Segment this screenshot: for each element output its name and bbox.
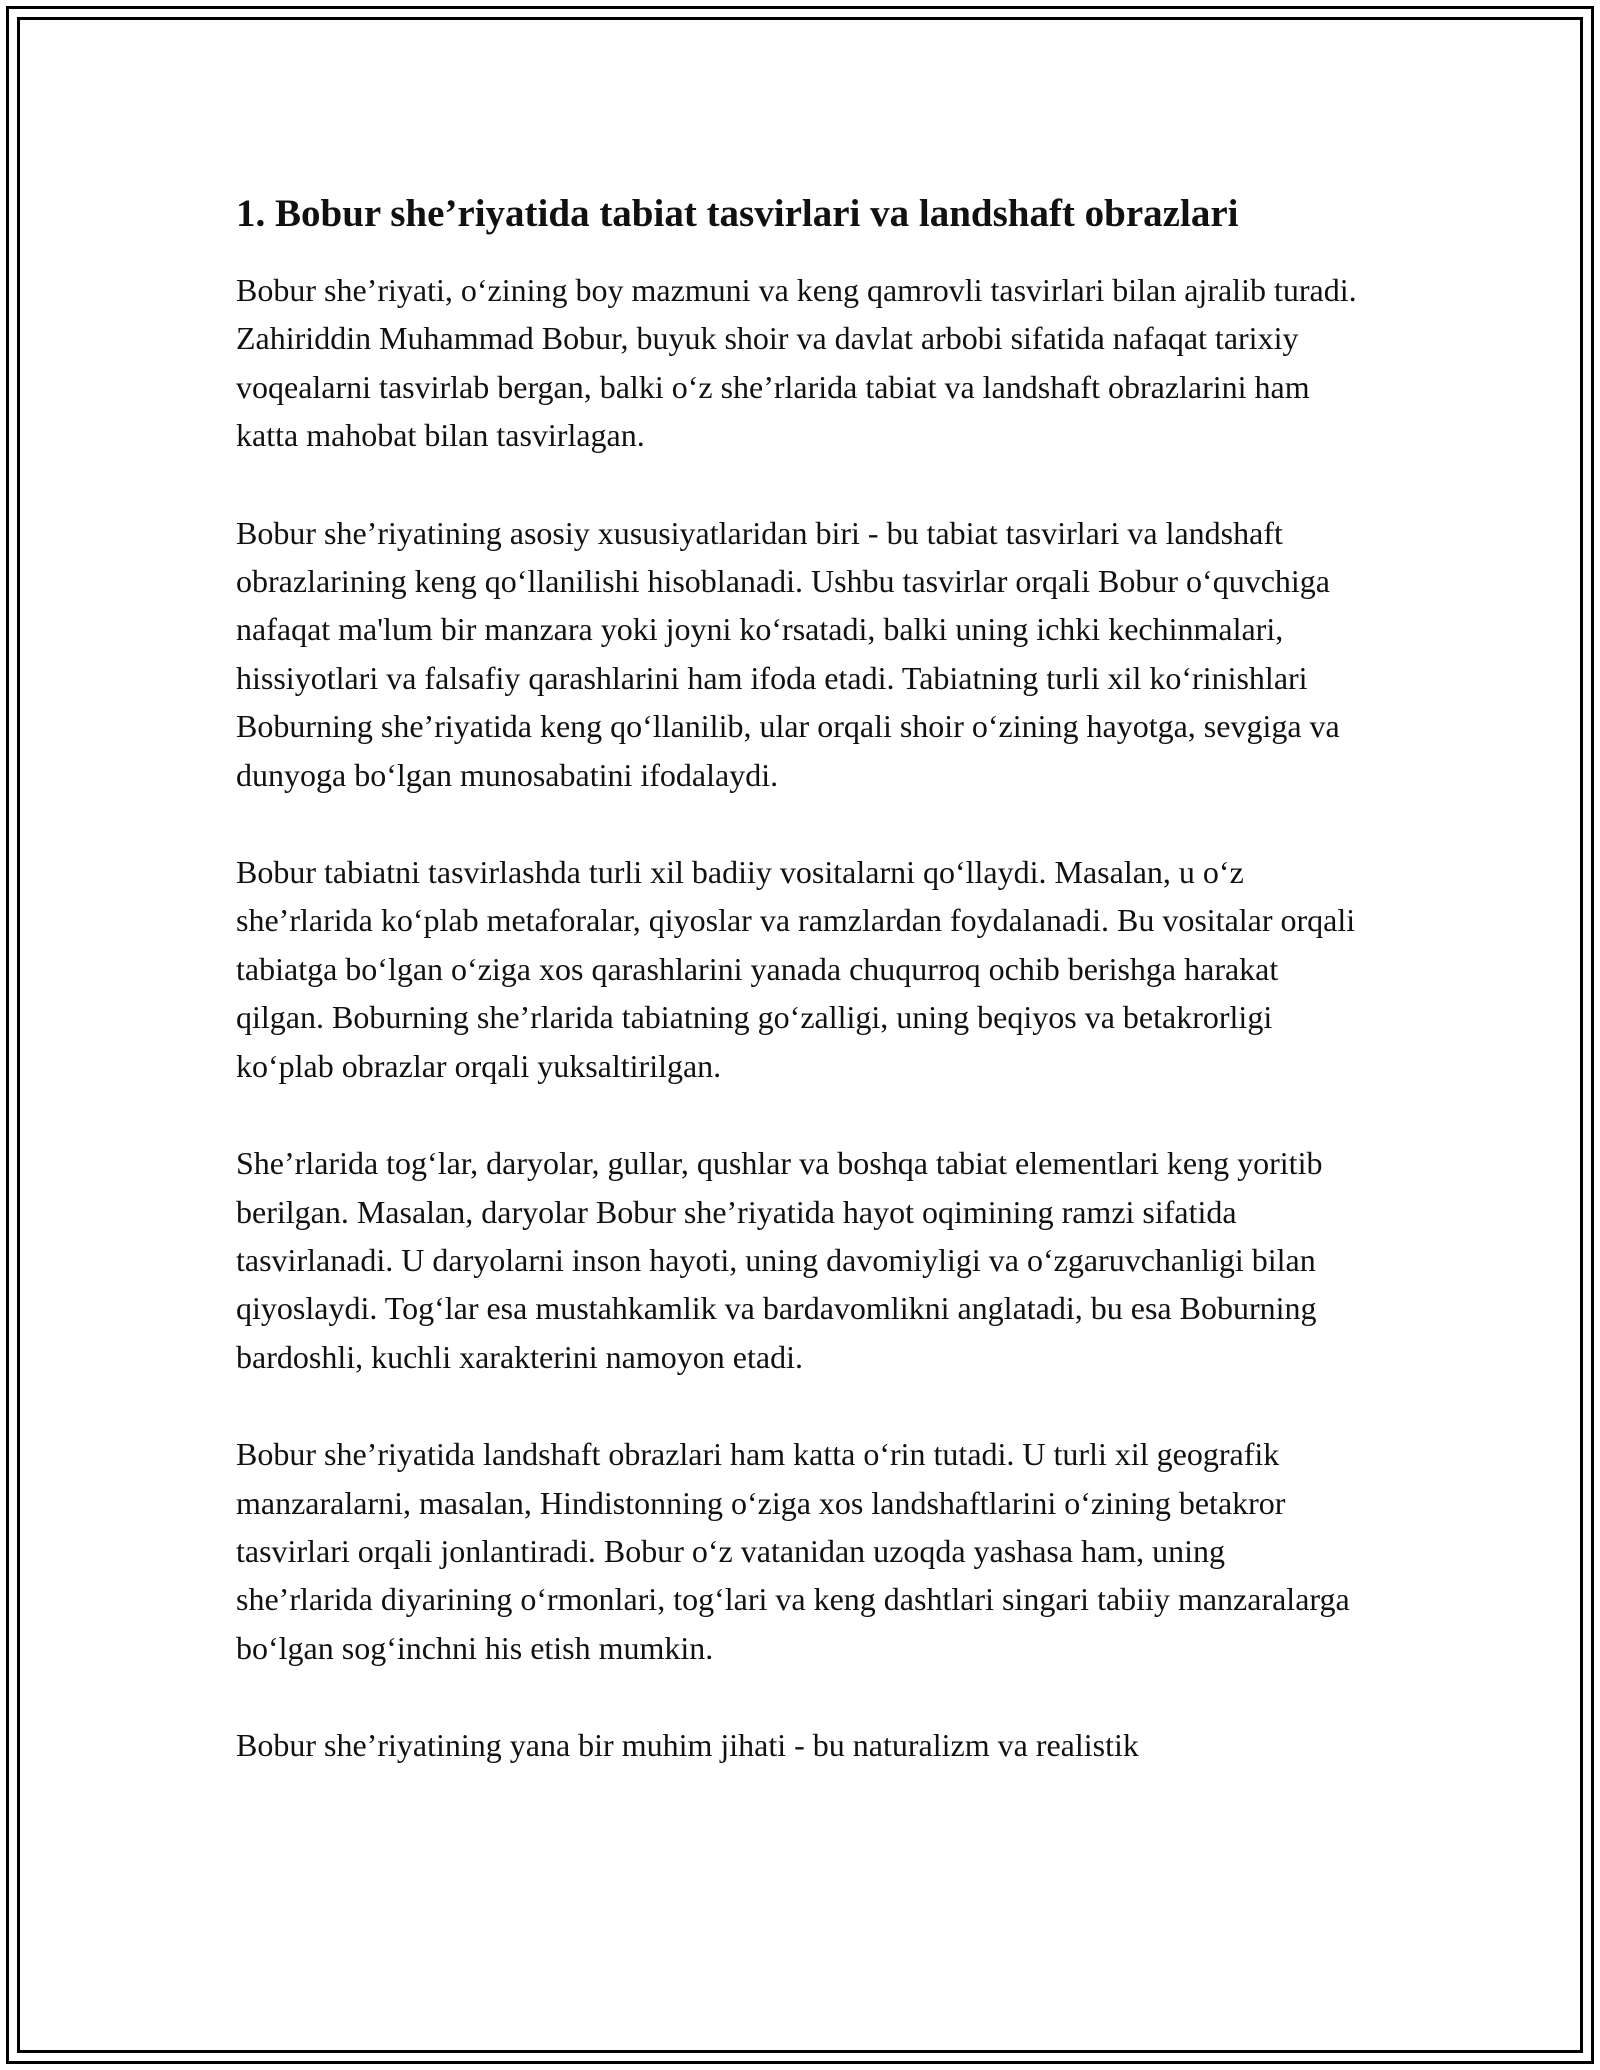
document-page: [236, 186, 1366, 1819]
paragraph-1: Bobur she’riyati, oʻzining boy mazmuni va keng qamrovli tasvirlari bilan ajralib turadi. Zahiriddin Muhammad Bobur, buyuk shoir va davlat arbobi sifatida nafaqat tarixiy voqealarni tasvirlab bergan, balki oʻz she’rlarida tabiat va landshaft obrazlarini ham katta mahobat bilan tasvirlagan.: [236, 272, 1357, 454]
paragraph-6: Bobur she’riyatining yana bir muhim jihati - bu naturalizm va realistik: [236, 1727, 1139, 1764]
section-heading: 1. Bobur she’riyatida tabiat tasvirlari va landshaft obrazlari: [236, 192, 1239, 235]
paragraph-4: She’rlarida togʻlar, daryolar, gullar, qushlar va boshqa tabiat elementlari keng yoritib berilgan. Masalan, daryolar Bobur she’riyatida hayot oqimining ramzi sifatida tasvirlanadi. U daryolarni inson hayoti, uning davomiyligi va oʻzgaruvchanligi bilan qiyoslaydi. Togʻlar esa mustahkamlik va bardavomlikni anglatadi, bu esa Boburning bardoshli, kuchli xarakterini namoyon etadi.: [236, 1145, 1323, 1375]
paragraph-5: Bobur she’riyatida landshaft obrazlari ham katta oʻrin tutadi. U turli xil geografik manzaralarni, masalan, Hindistonning oʻziga xos landshaftlarini oʻzining betakror tasvirlari orqali jonlantiradi. Bobur oʻz vatanidan uzoqda yashasa ham, uning she’rlarida diyarining oʻrmonlari, togʻlari va keng dashtlari singari tabiiy manzaralarga boʻlgan sogʻinchni his etish mumkin.: [236, 1436, 1350, 1666]
paragraph-2: Bobur she’riyatining asosiy xususiyatlaridan biri - bu tabiat tasvirlari va landshaft obrazlarining keng qoʻllanilishi hisoblanadi. Ushbu tasvirlar orqali Bobur oʻquvchiga nafaqat ma'lum bir manzara yoki joyni koʻrsatadi, balki uning ichki kechinmalari, hissiyotlari va falsafiy qarashlarini ham ifoda etadi. Tabiatning turli xil koʻrinishlari Boburning she’riyatida keng qoʻllanilib, ular orqali shoir oʻzining hayotga, sevgiga va dunyoga boʻlgan munosabatini ifodalaydi.: [236, 514, 1340, 793]
paragraph-3: Bobur tabiatni tasvirlashda turli xil badiiy vositalarni qoʻllaydi. Masalan, u oʻz she’rlarida koʻplab metaforalar, qiyoslar va ramzlardan foydalanadi. Bu vositalar orqali tabiatga boʻlgan oʻziga xos qarashlarini yanada chuqurroq ochib berishga harakat qilgan. Boburning she’rlarida tabiatning goʻzalligi, uning beqiyos va betakrorligi koʻplab obrazlar orqali yuksaltirilgan.: [236, 854, 1356, 1084]
